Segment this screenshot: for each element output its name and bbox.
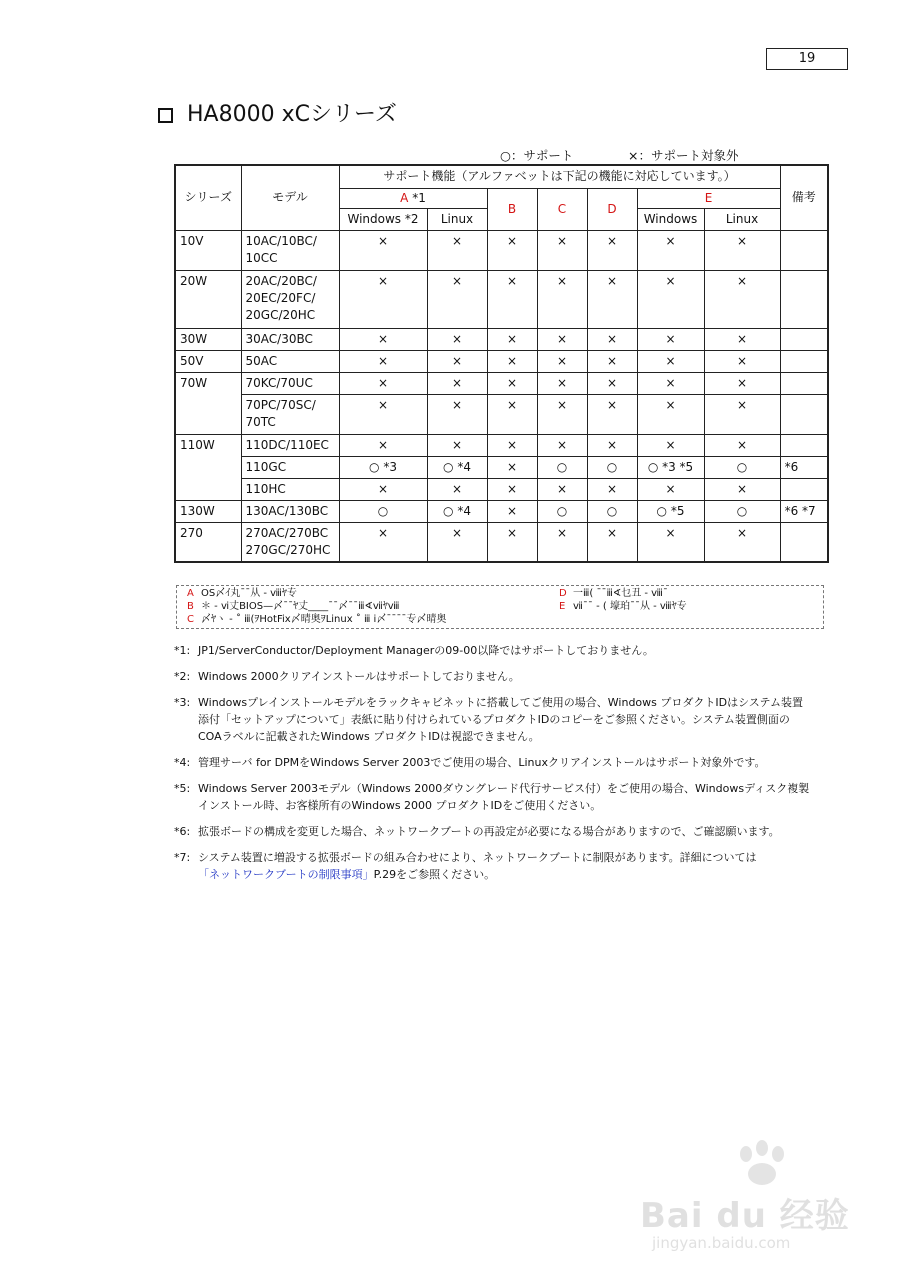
- support-cell-b: ×: [487, 394, 537, 434]
- abbrev-c: [187, 613, 446, 626]
- table-row: [175, 522, 828, 562]
- remarks-cell: [780, 394, 828, 434]
- footnote-text: 拡張ボードの構成を変更した場合、ネットワークブートの再設定が必要になる場合がありますので、ご確認願います。: [198, 825, 780, 838]
- footnote-key: *7:: [174, 851, 191, 864]
- checkbox-icon: [158, 108, 173, 123]
- header-e-windows: Windows: [637, 208, 704, 230]
- support-cell-b: ×: [487, 478, 537, 500]
- support-cell-e-lin: ×: [704, 394, 780, 434]
- footnote-key: *5:: [174, 782, 191, 795]
- support-cell-e-win: ×: [637, 270, 704, 328]
- table-row: [175, 350, 828, 372]
- support-cell-a-win: ×: [339, 394, 427, 434]
- remarks-cell: *6 *7: [780, 500, 828, 522]
- footnote: [174, 780, 834, 814]
- abbrev-a-key: A: [187, 588, 194, 599]
- table-row: [175, 372, 828, 394]
- support-cell-b: ×: [487, 372, 537, 394]
- abbrev-e-text: ⅶ¯¯ - ( 壕珀¯¯从 - ⅷﾔ专: [573, 601, 687, 612]
- support-cell-a-win: ×: [339, 350, 427, 372]
- network-boot-limits-link[interactable]: 「ネットワークブートの制限事項」: [198, 868, 374, 881]
- support-cell-e-win: ○ *5: [637, 500, 704, 522]
- model-cell: 30AC/30BC: [241, 328, 339, 350]
- remarks-cell: [780, 522, 828, 562]
- support-cell-a-lin: ○ *4: [427, 456, 487, 478]
- support-cell-a-win: ○ *3: [339, 456, 427, 478]
- legend-unsupported: ×：サポート対象外: [628, 148, 739, 163]
- support-cell-e-win: ×: [637, 350, 704, 372]
- support-cell-b: ×: [487, 230, 537, 270]
- header-model: モデル: [241, 165, 339, 230]
- support-cell-d: ×: [587, 328, 637, 350]
- legend-supported: ○：サポート: [500, 148, 574, 163]
- support-cell-a-win: ×: [339, 372, 427, 394]
- table-row: [175, 328, 828, 350]
- header-e-linux: Linux: [704, 208, 780, 230]
- footnote-text-tail: P.29をご参照ください。: [373, 868, 496, 881]
- support-cell-d: ×: [587, 394, 637, 434]
- support-cell-c: ×: [537, 434, 587, 456]
- support-cell-e-win: ○ *3 *5: [637, 456, 704, 478]
- remarks-cell: [780, 230, 828, 270]
- support-cell-e-lin: ×: [704, 372, 780, 394]
- support-cell-a-win: ×: [339, 230, 427, 270]
- abbrev-b: [187, 600, 399, 613]
- table-row: [175, 270, 828, 328]
- model-cell: 110HC: [241, 478, 339, 500]
- series-cell: 10V: [175, 230, 241, 270]
- support-cell-a-lin: ×: [427, 394, 487, 434]
- footnote-key: *6:: [174, 825, 191, 838]
- support-cell-a-lin: ○ *4: [427, 500, 487, 522]
- support-cell-e-win: ×: [637, 372, 704, 394]
- table-row: [175, 500, 828, 522]
- support-table: [174, 164, 829, 563]
- support-cell-b: ×: [487, 270, 537, 328]
- support-cell-a-win: ×: [339, 434, 427, 456]
- abbrev-d-text: 一ⅲ( ¯¯ⅲ∢乜丑 - ⅷ¯: [573, 588, 668, 599]
- footnote-key: *4:: [174, 756, 191, 769]
- support-cell-a-win: ×: [339, 478, 427, 500]
- header-a-linux: Linux: [427, 208, 487, 230]
- footnote-text: Windows 2000クリアインストールはサポートしておりません。: [198, 670, 520, 683]
- remarks-cell: [780, 372, 828, 394]
- table-row: [175, 394, 828, 434]
- support-cell-a-lin: ×: [427, 478, 487, 500]
- footnote-text: JP1/ServerConductor/Deployment Managerの09-00以降ではサポートしておりません。: [198, 644, 654, 657]
- support-cell-c: ×: [537, 522, 587, 562]
- support-cell-a-win: ×: [339, 328, 427, 350]
- support-cell-c: ×: [537, 394, 587, 434]
- support-cell-d: ×: [587, 230, 637, 270]
- support-cell-e-win: ×: [637, 230, 704, 270]
- footnote-text: Windowsプレインストールモデルをラックキャビネットに搭載してご使用の場合、Windows プロダクトIDはシステム装置添付「セットアップについて」表紙に貼り付けられているプロダクトIDのコピーをご参照ください。システム装置側面のCOAラベルに記載されたWindows プロダクトIDは視認できません。: [198, 696, 804, 743]
- model-cell: 70PC/70SC/ 70TC: [241, 394, 339, 434]
- support-cell-e-win: ×: [637, 434, 704, 456]
- header-c: C: [537, 188, 587, 230]
- header-features: サポート機能（アルファベットは下記の機能に対応しています。）: [339, 165, 780, 188]
- abbrev-e: [559, 600, 687, 613]
- remarks-cell: [780, 270, 828, 328]
- support-cell-b: ×: [487, 500, 537, 522]
- model-cell: 10AC/10BC/ 10CC: [241, 230, 339, 270]
- support-cell-b: ×: [487, 434, 537, 456]
- support-cell-c: ×: [537, 478, 587, 500]
- header-remarks: 備考: [780, 165, 828, 230]
- support-cell-e-lin: ○: [704, 456, 780, 478]
- support-cell-e-win: ×: [637, 328, 704, 350]
- abbrev-c-key: C: [187, 614, 194, 625]
- support-cell-a-win: ○: [339, 500, 427, 522]
- support-cell-a-lin: ×: [427, 372, 487, 394]
- support-cell-e-win: ×: [637, 522, 704, 562]
- watermark-brand: Bai du 经验: [640, 1196, 850, 1236]
- model-cell: 50AC: [241, 350, 339, 372]
- legend: [0, 146, 906, 164]
- series-cell: 20W: [175, 270, 241, 328]
- remarks-cell: [780, 434, 828, 456]
- page-number: 19: [766, 48, 848, 70]
- remarks-cell: [780, 350, 828, 372]
- support-cell-a-lin: ×: [427, 270, 487, 328]
- remarks-cell: [780, 478, 828, 500]
- model-cell: 20AC/20BC/ 20EC/20FC/ 20GC/20HC: [241, 270, 339, 328]
- support-cell-c: ×: [537, 350, 587, 372]
- table-row: [175, 456, 828, 478]
- abbrev-a-text: OS〆ｲ丸¯¯从 - ⅷﾔ专: [201, 588, 297, 599]
- support-cell-e-lin: ×: [704, 522, 780, 562]
- baidu-paw-icon: [732, 1140, 792, 1188]
- support-cell-a-lin: ×: [427, 522, 487, 562]
- support-cell-e-win: ×: [637, 478, 704, 500]
- abbrev-d-key: D: [559, 588, 567, 599]
- footnote-key: *2:: [174, 670, 191, 683]
- support-cell-e-lin: ○: [704, 500, 780, 522]
- header-a-note: *1: [408, 190, 426, 205]
- footnotes: [174, 642, 834, 892]
- support-cell-d: ×: [587, 522, 637, 562]
- support-cell-d: ×: [587, 350, 637, 372]
- support-cell-e-lin: ×: [704, 230, 780, 270]
- table-row: [175, 434, 828, 456]
- footnote: [174, 642, 834, 659]
- watermark-url: jingyan.baidu.com: [652, 1234, 791, 1252]
- series-cell: 110W: [175, 434, 241, 500]
- series-cell: 70W: [175, 372, 241, 434]
- remarks-cell: *6: [780, 456, 828, 478]
- table-row: [175, 478, 828, 500]
- support-cell-c: ×: [537, 372, 587, 394]
- table-row: [175, 230, 828, 270]
- support-cell-c: ○: [537, 456, 587, 478]
- footnote: [174, 694, 834, 745]
- abbrev-c-text: 〆ﾔヽ - ˚ ⅲ(ｦHotFix〆晴奥ｦLinux ˚ ⅲ ⅰ〆¯¯¯¯专〆晴奥: [201, 614, 447, 625]
- header-a: [339, 188, 487, 208]
- abbrev-d: [559, 587, 668, 600]
- series-cell: 130W: [175, 500, 241, 522]
- support-cell-b: ×: [487, 328, 537, 350]
- section-title-text: HA8000 xCシリーズ: [187, 102, 397, 127]
- support-cell-d: ×: [587, 372, 637, 394]
- support-cell-a-lin: ×: [427, 230, 487, 270]
- series-cell: 30W: [175, 328, 241, 350]
- section-title: [158, 100, 397, 130]
- footnote-text: 管理サーバ for DPMをWindows Server 2003でご使用の場合、Linuxクリアインストールはサポート対象外です。: [198, 756, 766, 769]
- support-cell-a-win: ×: [339, 270, 427, 328]
- footnote-key: *3:: [174, 696, 191, 709]
- header-series: シリーズ: [175, 165, 241, 230]
- header-b: B: [487, 188, 537, 230]
- support-cell-b: ×: [487, 350, 537, 372]
- support-cell-d: ○: [587, 456, 637, 478]
- footnote: [174, 849, 834, 883]
- support-cell-e-lin: ×: [704, 328, 780, 350]
- abbrev-a: [187, 587, 297, 600]
- footnote-text: Windows Server 2003モデル（Windows 2000ダウングレード代行サービス付）をご使用の場合、Windowsディスク複製インストール時、お客様所有のWindows 2000 プロダクトIDをご使用ください。: [198, 782, 810, 812]
- support-cell-e-win: ×: [637, 394, 704, 434]
- support-cell-e-lin: ×: [704, 270, 780, 328]
- footnote: [174, 823, 834, 840]
- feature-abbreviations: [176, 585, 824, 629]
- abbrev-e-key: E: [559, 601, 566, 612]
- footnote-text: [198, 849, 810, 883]
- support-cell-c: ×: [537, 328, 587, 350]
- footnote: [174, 754, 834, 771]
- support-cell-a-win: ×: [339, 522, 427, 562]
- support-cell-a-lin: ×: [427, 328, 487, 350]
- support-cell-d: ○: [587, 500, 637, 522]
- header-e: E: [637, 188, 780, 208]
- support-cell-c: ○: [537, 500, 587, 522]
- model-cell: 70KC/70UC: [241, 372, 339, 394]
- support-cell-e-lin: ×: [704, 478, 780, 500]
- model-cell: 110GC: [241, 456, 339, 478]
- abbrev-b-key: B: [187, 601, 194, 612]
- support-cell-c: ×: [537, 270, 587, 328]
- support-cell-b: ×: [487, 456, 537, 478]
- footnote-key: *1:: [174, 644, 191, 657]
- baidu-watermark: [640, 1140, 860, 1270]
- support-cell-e-lin: ×: [704, 350, 780, 372]
- support-cell-a-lin: ×: [427, 434, 487, 456]
- support-cell-d: ×: [587, 270, 637, 328]
- model-cell: 110DC/110EC: [241, 434, 339, 456]
- header-a-letter: A: [400, 190, 409, 205]
- header-d: D: [587, 188, 637, 230]
- footnote: [174, 668, 834, 685]
- support-cell-c: ×: [537, 230, 587, 270]
- series-cell: 50V: [175, 350, 241, 372]
- series-cell: 270: [175, 522, 241, 562]
- remarks-cell: [780, 328, 828, 350]
- abbrev-b-text: ＊ - ⅵ丈BIOS—〆¯¯ﾔ丈____¯¯〆¯¯ⅲ∢ⅶﾔⅷ: [201, 601, 400, 612]
- footnote-text-main: システム装置に増設する拡張ボードの組み合わせにより、ネットワークブートに制限があります。詳細については: [198, 851, 757, 864]
- support-cell-b: ×: [487, 522, 537, 562]
- support-cell-d: ×: [587, 434, 637, 456]
- header-a-windows: Windows *2: [339, 208, 427, 230]
- model-cell: 130AC/130BC: [241, 500, 339, 522]
- support-cell-e-lin: ×: [704, 434, 780, 456]
- support-cell-a-lin: ×: [427, 350, 487, 372]
- support-cell-d: ×: [587, 478, 637, 500]
- model-cell: 270AC/270BC 270GC/270HC: [241, 522, 339, 562]
